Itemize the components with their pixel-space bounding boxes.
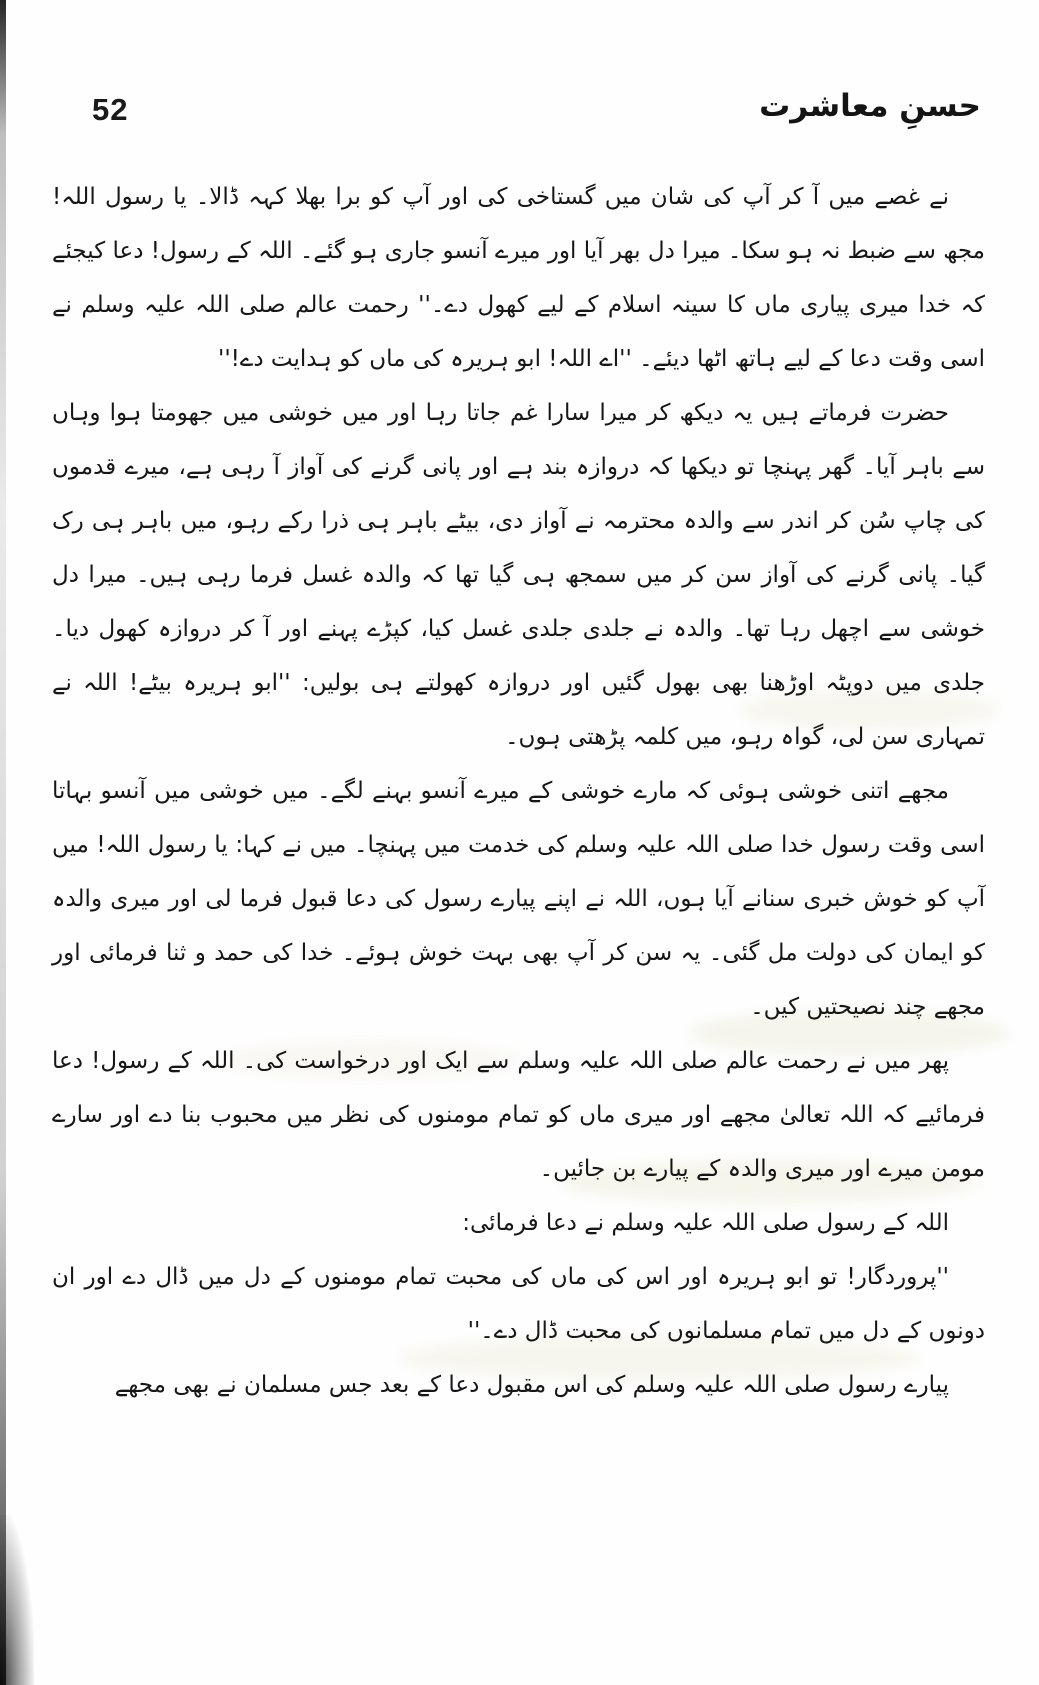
paragraph-dua-quote: ''پروردگار! تو ابو ہریرہ اور اس کی ماں کی محبت تمام مومنوں کے دل میں ڈال دے اور ان دونوں کے دل میں تمام مسلمانوں کی محبت ڈال دے۔'' bbox=[52, 1264, 985, 1344]
page-number: 52 bbox=[92, 92, 129, 127]
book-title: حسنِ معاشرت bbox=[759, 88, 981, 124]
page-header bbox=[0, 88, 1039, 144]
scan-corner-shadow bbox=[0, 1515, 34, 1685]
page-body bbox=[52, 170, 985, 1412]
paragraph-second-request: پھر میں نے رحمت عالم صلی اللہ علیہ وسلم سے ایک اور درخواست کی۔ اللہ کے رسول! دعا فرمائیے کہ اللہ تعالیٰ مجھے اور میری ماں کو تمام مومنوں کی نظر میں محبوب بنا دے اور سارے مومن میرے اور میری والدہ کے پیارے بن جائیں۔ bbox=[52, 1048, 985, 1182]
paragraph-closing: پیارے رسول صلی اللہ علیہ وسلم کی اس مقبول دعا کے بعد جس مسلمان نے بھی مجھے bbox=[114, 1372, 949, 1398]
paragraph-dua-intro: اللہ کے رسول صلی اللہ علیہ وسلم نے دعا فرمائی: bbox=[462, 1210, 949, 1236]
paragraph-continuation: نے غصے میں آ کر آپ کی شان میں گستاخی کی اور آپ کو برا بھلا کہہ ڈالا۔ یا رسول اللہ! مجھ سے ضبط نہ ہو سکا۔ میرا دل بھر آیا اور میرے آنسو جاری ہو گئے۔ اللہ کے رسول! دعا کیجئے کہ خدا میری پیاری ماں کا سینہ اسلام کے لیے کھول دے۔'' رحمت عالم صلی اللہ علیہ وسلم نے اسی وقت دعا کے لیے ہاتھ اٹھا دیئے۔ ''اے اللہ! ابو ہریرہ کی ماں کو ہدایت دے!'' bbox=[52, 184, 985, 372]
paragraph-good-news: مجھے اتنی خوشی ہوئی کہ مارے خوشی کے میرے آنسو بہنے لگے۔ میں خوشی میں آنسو بہاتا اسی وقت رسول خدا صلی اللہ علیہ وسلم کی خدمت میں پہنچا۔ میں نے کہا: یا رسول اللہ! میں آپ کو خوش خبری سنانے آیا ہوں، اللہ نے اپنے پیارے رسول کی دعا قبول فرما لی اور میری والدہ کو ایمان کی دولت مل گئی۔ یہ سن کر آپ بھی بہت خوش ہوئے۔ خدا کی حمد و ثنا فرمائی اور مجھے چند نصیحتیں کیں۔ bbox=[52, 778, 985, 1020]
scan-edge-left bbox=[0, 0, 6, 1685]
paragraph-narration: حضرت فرماتے ہیں یہ دیکھ کر میرا سارا غم جاتا رہا اور میں خوشی میں جھومتا ہوا وہاں سے باہر آیا۔ گھر پہنچا تو دیکھا کہ دروازہ بند ہے اور پانی گرنے کی آواز آ رہی ہے، میرے قدموں کی چاپ سُن کر اندر سے والدہ محترمہ نے آواز دی، بیٹے باہر ہی ذرا رکے رہو، میں باہر ہی رک گیا۔ پانی گرنے کی آواز سن کر میں سمجھ ہی گیا تھا کہ والدہ غسل فرما رہی ہیں۔ میرا دل خوشی سے اچھل رہا تھا۔ والدہ نے جلدی جلدی غسل کیا، کپڑے پہنے اور آ کر دروازہ کھول دیا۔ جلدی میں دوپٹہ اوڑھنا بھی بھول گئیں اور دروازہ کھولتے ہی بولیں: ''ابو ہریرہ بیٹے! اللہ نے تمہاری سن لی، گواہ رہو، میں کلمہ پڑھتی ہوں۔ bbox=[52, 400, 985, 750]
